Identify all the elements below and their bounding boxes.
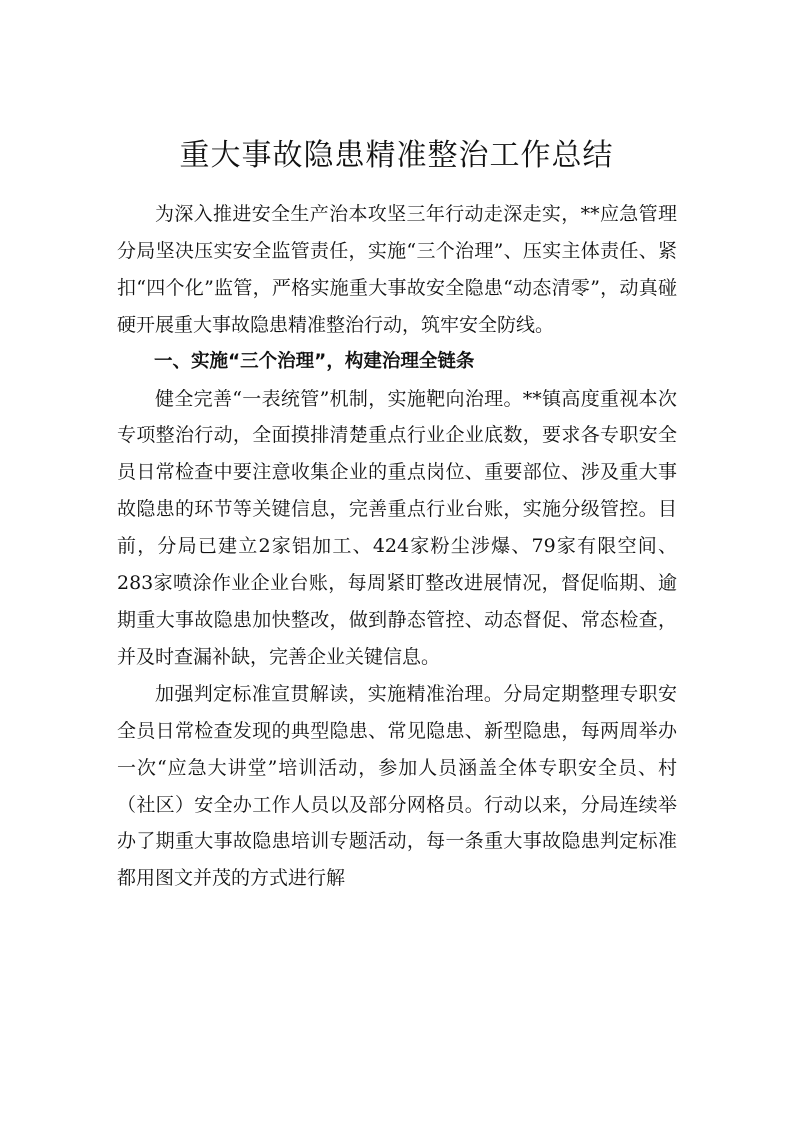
document-title: 重大事故隐患精准整治工作总结 (179, 138, 614, 173)
body-paragraph: 加强判定标准宣贯解读，实施精准治理。分局定期整理专职安全员日常检查发现的典型隐患、常见隐患、新型隐患，每两周举办一次“应急大讲堂”培训活动，参加人员涵盖全体专职安全员、村（社区）安全办工作人员以及部分网格员。行动以来，分局连续举办了期重大事故隐患培训专题活动，每一条重大事故隐患判定标准都用图文并茂的方式进行解 (117, 682, 677, 890)
body-paragraph: 健全完善“一表统管”机制，实施靶向治理。**镇高度重视本次专项整治行动，全面摸排清楚重点行业企业底数，要求各专职安全员日常检查中要注意收集企业的重点岗位、重要部位、涉及重大事故隐患的环节等关键信息，完善重点行业台账，实施分级管控。目前，分局已建立2家铝加工、424家粉尘涉爆、79家有限空间、283家喷涂作业企业台账，每周紧盯整改进展情况，督促临期、逾期重大事故隐患加快整改，做到静态管控、动态督促、常态检查，并及时查漏补缺，完善企业关键信息。 (117, 387, 677, 668)
document-body (117, 196, 677, 897)
section-heading: 一、实施“三个治理”，构建治理全链条 (154, 350, 475, 372)
intro-paragraph: 为深入推进安全生产治本攻坚三年行动走深走实，**应急管理分局坚决压实安全监管责任，实施“三个治理”、压实主体责任、紧扣“四个化”监管，严格实施重大事故安全隐患“动态清零”，动真碰硬开展重大事故隐患精准整治行动，筑牢安全防线。 (117, 203, 677, 336)
